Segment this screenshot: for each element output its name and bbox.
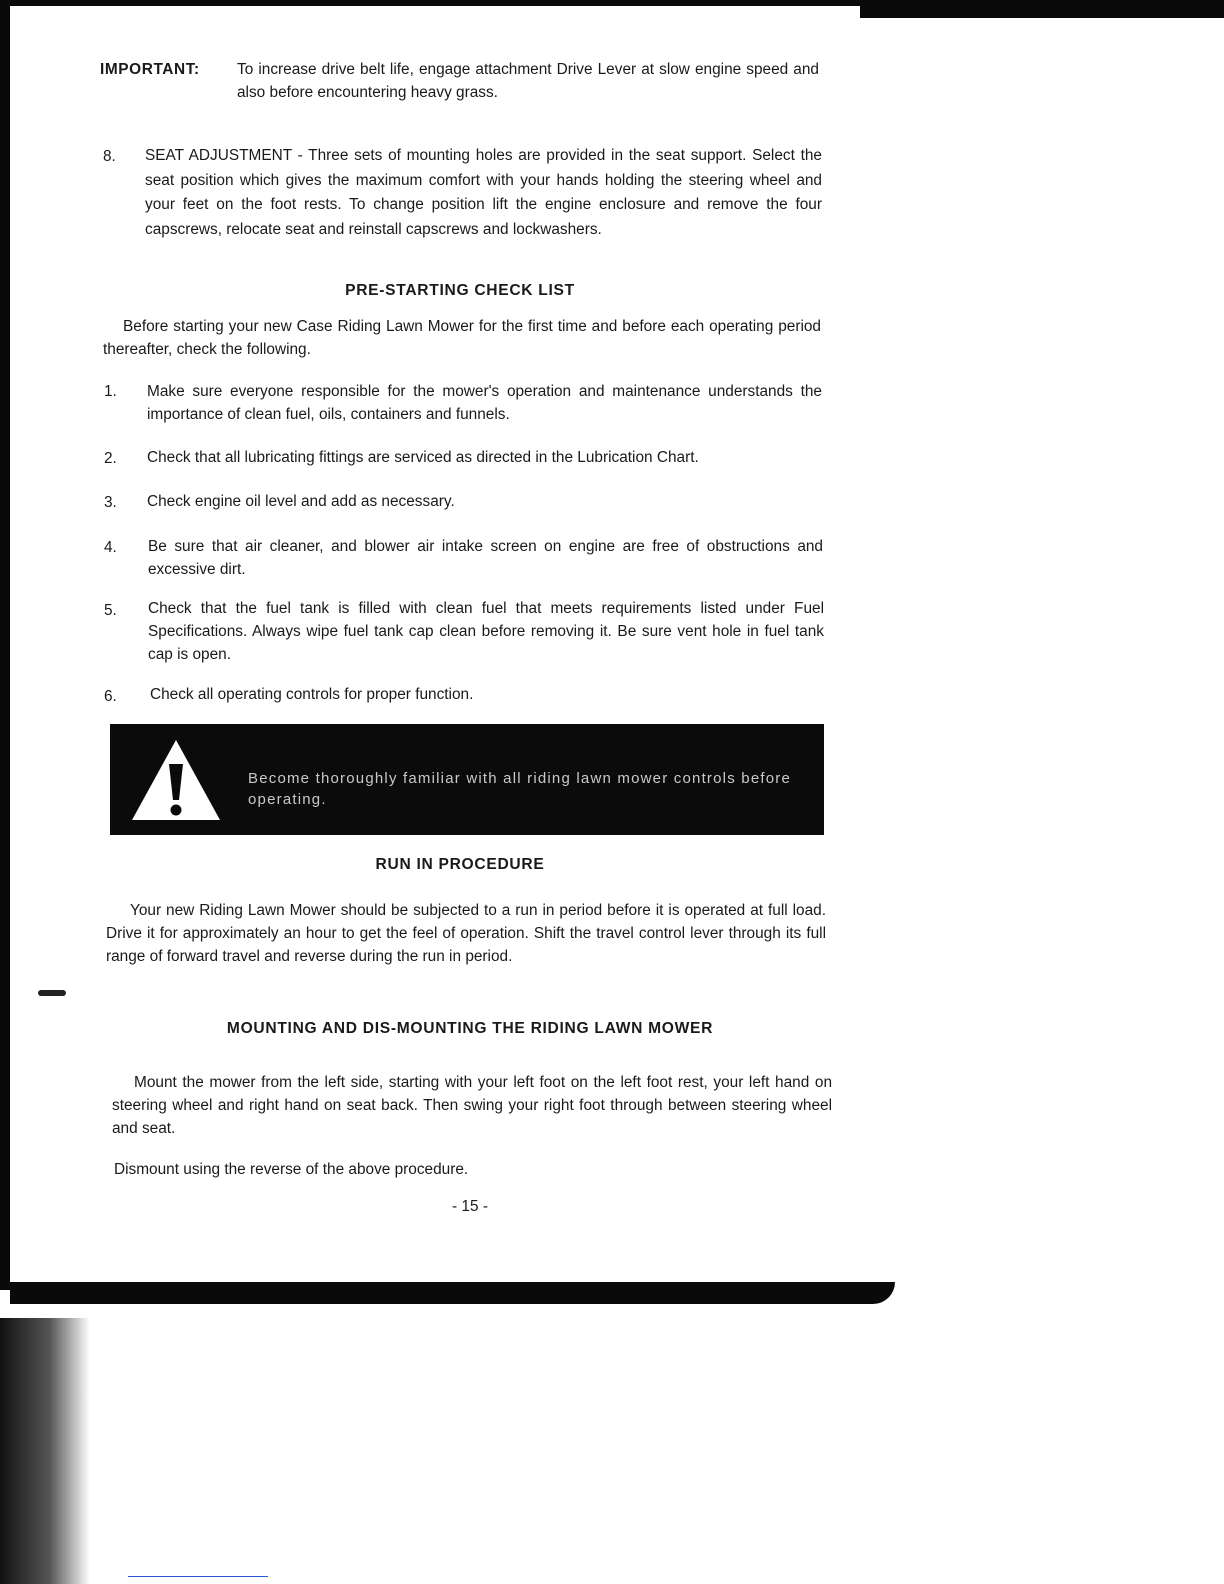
checklist-item-number: 1.: [104, 383, 117, 400]
scan-edge-bottom: [10, 1282, 895, 1304]
run-in-heading: RUN IN PROCEDURE: [375, 856, 545, 873]
checklist-intro: Before starting your new Case Riding Lawn Mower for the first time and before each operating period thereafter, check the following.: [103, 318, 821, 358]
checklist-item: Make sure everyone responsible for the mower's operation and maintenance understands the importance of clean fuel, oils, containers and funnels.: [147, 383, 822, 423]
checklist-item-number: 2.: [104, 450, 117, 467]
checklist-item-number: 4.: [104, 539, 117, 556]
run-in-text: Your new Riding Lawn Mower should be subjected to a run in period before it is operated at full load. Drive it for approximately an hour to get the feel of operation. Shift the travel control lever through its full range of forward travel and reverse during the run in period.: [106, 902, 826, 965]
warning-box: [110, 724, 824, 835]
mounting-text: Mount the mower from the left side, starting with your left foot on the left foot rest, your left hand on steering wheel and right hand on seat back. Then swing your right foot through between steering wheel and seat.: [112, 1074, 832, 1137]
checklist-item-number: 3.: [104, 494, 117, 511]
scan-shadow: [0, 1318, 90, 1584]
scan-edge-left: [0, 0, 10, 1290]
scan-rule: [128, 1576, 268, 1577]
important-text: To increase drive belt life, engage attachment Drive Lever at slow engine speed and also before encountering heavy grass.: [237, 61, 819, 101]
important-label: IMPORTANT:: [100, 61, 200, 78]
seat-text: SEAT ADJUSTMENT - Three sets of mounting holes are provided in the seat support. Select the seat position which gives the maximum comfort with your hands holding the steering wheel and your feet on the foot rests. To change position lift the engine enclosure and remove the four capscrews, relocate seat and reinstall capscrews and lockwashers.: [145, 147, 822, 238]
checklist-item: Check all operating controls for proper function.: [150, 686, 474, 703]
checklist-item: Check that all lubricating fittings are serviced as directed in the Lubrication Chart.: [147, 449, 699, 466]
checklist-item: Be sure that air cleaner, and blower air intake screen on engine are free of obstructions and excessive dirt.: [148, 538, 823, 578]
checklist-heading: PRE-STARTING CHECK LIST: [345, 282, 575, 299]
warning-text: Become thoroughly familiar with all riding lawn mower controls before operating.: [248, 770, 792, 808]
warning-triangle-icon: [128, 734, 224, 824]
page-number: - 15 -: [452, 1198, 488, 1215]
checklist-item-number: 5.: [104, 602, 117, 619]
checklist-item: Check engine oil level and add as necessary.: [147, 493, 455, 510]
seat-number: 8.: [103, 148, 116, 165]
dismount-text: Dismount using the reverse of the above procedure.: [114, 1161, 469, 1178]
checklist-item-number: 6.: [104, 688, 117, 705]
scan-edge-top: [0, 0, 870, 6]
scan-edge-top-right: [860, 0, 1224, 18]
checklist-item: Check that the fuel tank is filled with clean fuel that meets requirements listed under Fuel Specifications. Always wipe fuel tank cap clean before removing it. Be sure vent hole in fuel tank cap is open.: [148, 600, 824, 663]
scan-mark: [38, 990, 66, 996]
mounting-heading: MOUNTING AND DIS-MOUNTING THE RIDING LAWN MOWER: [226, 1020, 714, 1037]
